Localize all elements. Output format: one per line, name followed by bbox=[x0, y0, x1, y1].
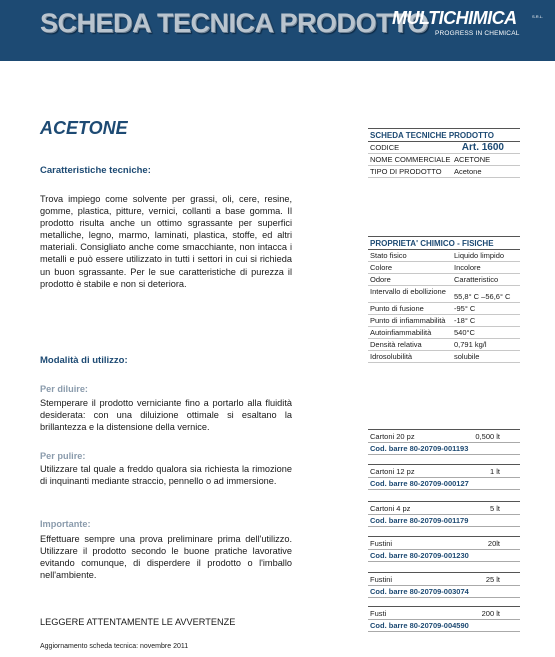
proprieta-key: Idrosolubilità bbox=[370, 352, 413, 361]
caratteristiche-text: Trova impiego come solvente per grassi, oli, cere, resine, gomme, plastica, pitture, vernici, collanti a base gomma. Il prodotto risulta anche un ottimo sgrassante per superfici metalliche, legno, marmo, laminati, plastica, stoffe, ed altri materiali. Consigliato anche come smacchiante, non intacca i metalli e può essere utilizzato in tutti i settori in cui si richieda un buon sgrassante. Per le sue caratteristiche di purezza il prodotto è stabile e non si deteriora. bbox=[40, 194, 292, 289]
proprieta-key: Punto di fusione bbox=[370, 304, 424, 313]
scheda-row bbox=[368, 142, 520, 154]
scheda-panel bbox=[368, 128, 520, 178]
proprieta-key: Colore bbox=[370, 263, 393, 272]
pack-size: 0,500 lt bbox=[475, 432, 500, 441]
scheda-value: Acetone bbox=[454, 167, 482, 176]
proprieta-key: Odore bbox=[370, 275, 391, 284]
pack-size: 1 lt bbox=[489, 467, 500, 476]
logo-name: MULTICHIMICA bbox=[392, 8, 517, 28]
pack-size: 20lt bbox=[487, 539, 500, 548]
importante-heading: Importante: bbox=[40, 519, 91, 529]
proprieta-value: 55,8° C –56,6° C bbox=[454, 292, 511, 301]
packaging-item bbox=[368, 429, 520, 455]
scheda-value: Art. 1600 bbox=[461, 142, 504, 153]
pack-name: Fustini bbox=[370, 539, 393, 548]
proprieta-value: 540°C bbox=[454, 328, 475, 337]
proprieta-panel bbox=[368, 236, 520, 363]
pack-barcode: Cod. barre 80-20709-004590 bbox=[368, 619, 520, 632]
proprieta-key: Densità relativa bbox=[370, 340, 422, 349]
proprieta-value: -18° C bbox=[454, 316, 476, 325]
pack-barcode: Cod. barre 80-20709-001179 bbox=[368, 514, 520, 527]
logo-tagline: PROGRESS IN CHEMICAL bbox=[435, 30, 520, 37]
proprieta-key: Punto di infiammabilità bbox=[370, 316, 446, 325]
scheda-row bbox=[368, 166, 520, 178]
pack-barcode: Cod. barre 80-20709-001193 bbox=[368, 442, 520, 455]
packaging-item bbox=[368, 572, 520, 598]
proprieta-heading: PROPRIETA' CHIMICO - FISICHE bbox=[368, 236, 520, 250]
proprieta-value: Incolore bbox=[454, 263, 481, 272]
scheda-heading: SCHEDA TECNICHE PRODOTTO bbox=[368, 128, 520, 142]
pack-name: Cartoni 12 pz bbox=[370, 467, 415, 476]
pack-barcode: Cod. barre 80-20709-001230 bbox=[368, 549, 520, 562]
proprieta-key: Autoinfiammabilità bbox=[370, 328, 432, 337]
pulire-heading: Per pulire: bbox=[40, 451, 86, 461]
proprieta-row bbox=[368, 250, 520, 262]
pack-barcode: Cod. barre 80-20709-000127 bbox=[368, 477, 520, 490]
packaging-item bbox=[368, 501, 520, 527]
multichimica-logo bbox=[392, 6, 542, 46]
pack-name: Fustini bbox=[370, 575, 393, 584]
diluire-heading: Per diluire: bbox=[40, 384, 88, 394]
header-bar bbox=[0, 0, 555, 61]
modalita-heading: Modalità di utilizzo: bbox=[40, 355, 128, 366]
leggere-avvertenze: LEGGERE ATTENTAMENTE LE AVVERTENZE bbox=[40, 617, 236, 627]
proprieta-row bbox=[368, 327, 520, 339]
scheda-value: ACETONE bbox=[454, 155, 491, 164]
proprieta-row bbox=[368, 315, 520, 327]
logo-reg: S.R.L. bbox=[532, 14, 544, 19]
packaging-item bbox=[368, 464, 520, 490]
scheda-row bbox=[368, 154, 520, 166]
pack-name: Cartoni 20 pz bbox=[370, 432, 415, 441]
importante-text: Effettuare sempre una prova preliminare prima dell'utilizzo. Utilizzare il prodotto secondo le buone pratiche lavorative evitando comunque, di disperdere il prodotto o l'imballo nell'ambiente. bbox=[40, 534, 292, 581]
caratteristiche-heading: Caratteristiche tecniche: bbox=[40, 165, 151, 176]
proprieta-value: 0,791 kg/l bbox=[454, 340, 487, 349]
pack-name: Fusti bbox=[370, 609, 387, 618]
proprieta-row bbox=[368, 274, 520, 286]
proprieta-value: Caratteristico bbox=[454, 275, 499, 284]
pack-barcode: Cod. barre 80-20709-003074 bbox=[368, 585, 520, 598]
product-title: ACETONE bbox=[40, 118, 128, 138]
proprieta-value: solubile bbox=[454, 352, 480, 361]
packaging-item bbox=[368, 606, 520, 632]
proprieta-row bbox=[368, 303, 520, 315]
pulire-text: Utilizzare tal quale a freddo qualora sia richiesta la rimozione di inquinanti mediante straccio, pennello o ad immersione. bbox=[40, 464, 292, 487]
proprieta-row bbox=[368, 286, 520, 303]
diluire-text: Stemperare il prodotto verniciante fino a portarlo alla fluidità desiderata: con una diluizione ottimale si esaltano la brillantezza e la distensione della vernice. bbox=[40, 398, 292, 433]
pack-size: 200 lt bbox=[481, 609, 500, 618]
scheda-key: CODICE bbox=[370, 143, 400, 152]
proprieta-value: -95° C bbox=[454, 304, 476, 313]
pack-size: 25 lt bbox=[485, 575, 500, 584]
proprieta-row bbox=[368, 351, 520, 363]
proprieta-key: Intervallo di ebollizione bbox=[370, 287, 446, 296]
scheda-key: NOME COMMERCIALE bbox=[370, 155, 451, 164]
proprieta-row bbox=[368, 262, 520, 274]
aggiornamento-note: Aggiornamento scheda tecnica: novembre 2011 bbox=[40, 643, 189, 650]
proprieta-key: Stato fisico bbox=[370, 251, 407, 260]
pack-name: Cartoni 4 pz bbox=[370, 504, 411, 513]
pack-size: 5 lt bbox=[489, 504, 500, 513]
scheda-key: TIPO DI PRODOTTO bbox=[370, 167, 442, 176]
proprieta-value: Liquido limpido bbox=[454, 251, 505, 260]
proprieta-row bbox=[368, 339, 520, 351]
packaging-item bbox=[368, 536, 520, 562]
header-title: SCHEDA TECNICA PRODOTTO bbox=[40, 8, 429, 38]
